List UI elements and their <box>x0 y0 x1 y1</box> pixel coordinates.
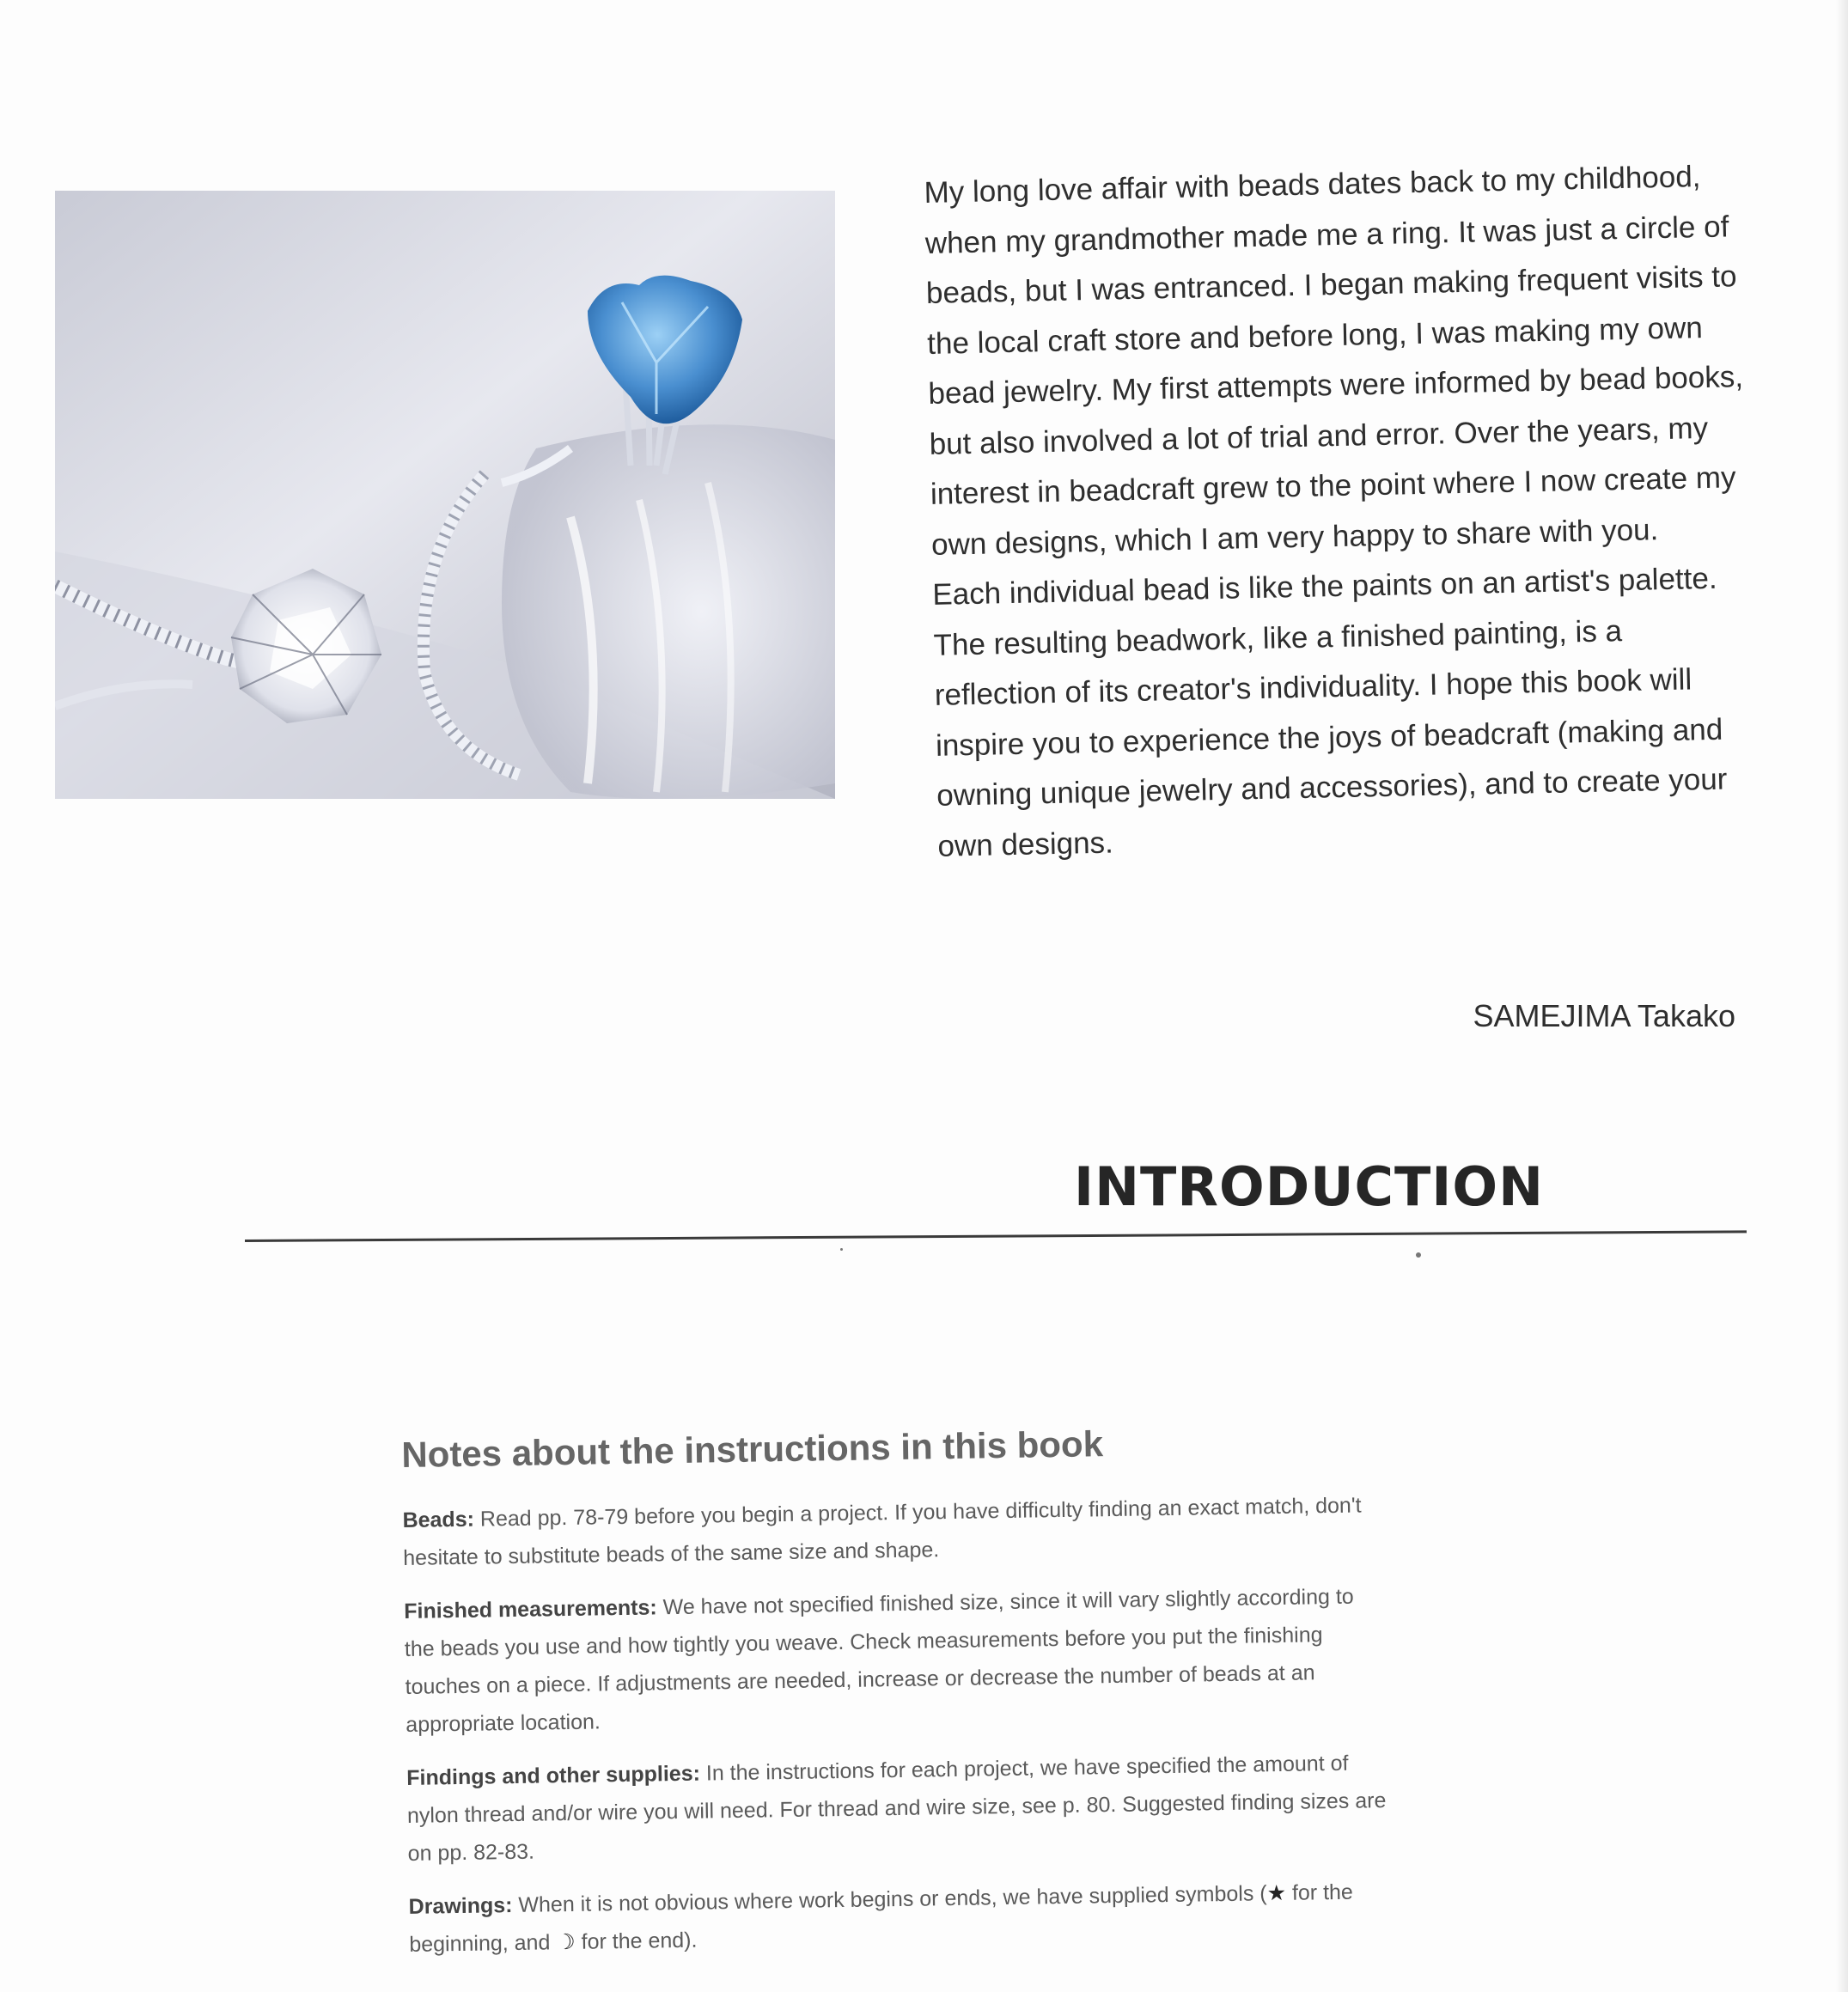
note-text: In the instructions for each project, we have specified the amount of nylon thread and/or wire you will need. For thread and wire size, see p. 80. Suggested finding sizes are on pp. 82-83. <box>406 1751 1387 1866</box>
author-signature: SAMEJIMA Takako <box>1473 998 1735 1033</box>
introduction-text <box>924 151 1754 872</box>
page-edge-shadow <box>1836 0 1848 1992</box>
rings-photo <box>55 191 835 799</box>
note-text: for the end). <box>575 1928 698 1954</box>
moon-icon: ☽ <box>556 1929 576 1955</box>
note-drawings <box>408 1873 1388 1964</box>
intro-paragraph-2: Each individual bead is like the paints on an artist's palette. The resulting beadwork, like a finished painting, is a reflection of its creator's individuality. I hope this book will inspire you to experience the joys of beadcraft (making and owning unique jewelry and accessories), and to create your own designs. <box>931 561 1728 863</box>
rings-illustration <box>55 191 835 799</box>
print-speck <box>1416 1252 1421 1258</box>
heading-rule <box>245 1230 1747 1242</box>
note-beads <box>402 1486 1382 1577</box>
note-term: Findings and other supplies: <box>406 1761 701 1790</box>
page-title: INTRODUCTION <box>1074 1155 1544 1218</box>
note-finished-measurements <box>404 1577 1386 1744</box>
print-speck <box>840 1248 843 1251</box>
note-text: We have not specified finished size, since it will vary slightly according to the beads you use and how tightly you weave. Check measurements before you put the finishing touches on a piece. If adjustments are needed, increase or decrease the number of beads at an appropriate location. <box>404 1584 1354 1737</box>
instruction-notes <box>401 1419 1389 1979</box>
note-term: Finished measurements: <box>404 1595 657 1623</box>
note-text: Read pp. 78-79 before you begin a project. If you have difficulty finding an exact match, don't hesitate to substitute beads of the same size and shape. <box>403 1493 1362 1570</box>
notes-title: Notes about the instructions in this book <box>401 1423 1104 1475</box>
intro-paragraph-1: My long love affair with beads dates back to my childhood, when my grandmother made me a ring. It was just a circle of beads, but I was entranced. I began making frequent visits to the local craft store and before long, I was making my own bead jewelry. My first attempts were informed by bead books, but also involved a lot of trial and error. Over the years, my interest in beadcraft grew to the point where I now create my own designs, which I am very happy to share with you. <box>924 160 1744 562</box>
note-term: Beads: <box>402 1507 475 1532</box>
star-icon: ★ <box>1266 1880 1287 1906</box>
note-text: for the beginning, and <box>409 1879 1354 1957</box>
note-text: When it is not obvious where work begins or ends, we have supplied symbols ( <box>518 1881 1267 1917</box>
note-findings <box>406 1744 1388 1873</box>
note-term: Drawings: <box>408 1893 513 1919</box>
